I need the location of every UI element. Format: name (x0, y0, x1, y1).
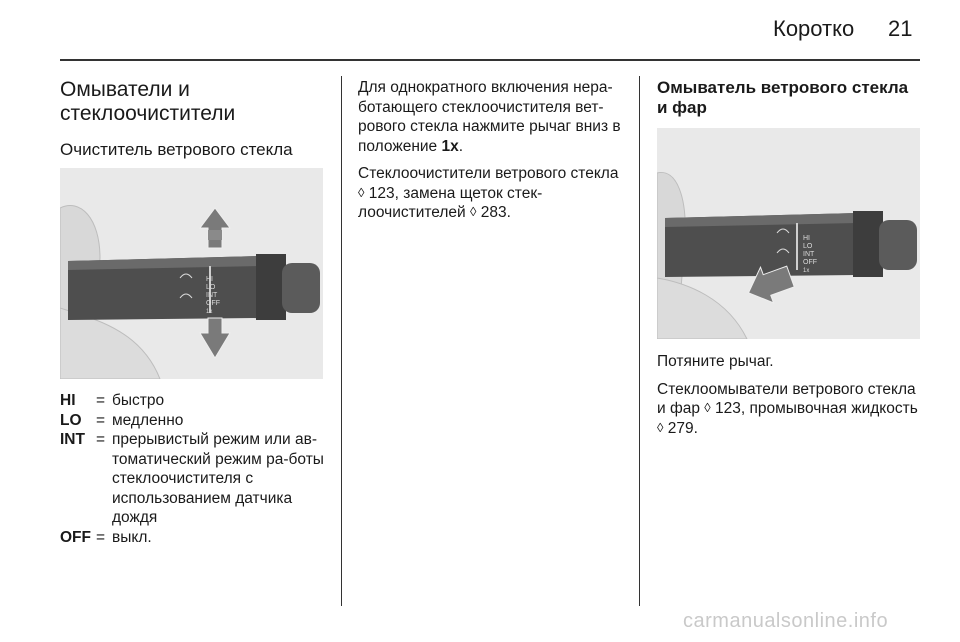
paragraph-washer-refs (657, 380, 920, 439)
paragraph-wiper-refs (358, 164, 628, 223)
stalk-label-off: OFF (803, 259, 817, 266)
definition-term: INT (60, 431, 85, 448)
section-title (60, 78, 326, 126)
paragraph-single-wipe (358, 78, 628, 156)
page-number: 21 (888, 16, 913, 41)
watermark: carmanualsonline.info (683, 610, 889, 632)
column-3 (657, 78, 920, 118)
definition-desc: быстро (112, 392, 165, 409)
stalk-label-1x: 1x (206, 309, 213, 315)
stalk-label-lo: LO (803, 243, 813, 250)
stalk-label-int: INT (206, 292, 218, 299)
definition-equals: = (96, 392, 106, 409)
paragraph-text: 279. (663, 419, 698, 437)
section-title-line1: Омыватели и (60, 78, 190, 101)
wiper-stalk-figure (60, 168, 323, 379)
stalk-label-off: OFF (206, 300, 220, 307)
paragraph-text: Стеклоомыватели ветрового стекла и фар (657, 380, 916, 417)
definition-row-lo (60, 411, 335, 431)
definition-term: LO (60, 411, 82, 429)
washer-stalk-figure (657, 128, 920, 339)
column-3-text (657, 352, 920, 446)
page-ref-icon: ◊ (704, 400, 711, 415)
stalk-label-hi: HI (803, 235, 810, 242)
header-rule (60, 59, 920, 61)
definition-equals: = (96, 528, 106, 546)
paragraph-text: Для однократного включения нера-ботающего стеклоочистителя вет-рового стекла нажмите рычаг вниз в положение (358, 79, 621, 155)
stalk-label-hi: HI (206, 276, 213, 283)
definition-row-hi (60, 391, 335, 411)
paragraph-text: 123, промывочная жидкость (710, 400, 918, 417)
definition-list (60, 391, 335, 547)
stalk-label-1x: 1x (803, 268, 810, 274)
stalk-label-lo: LO (206, 284, 216, 291)
column-divider-2 (639, 76, 640, 606)
stalk-label-int: INT (803, 251, 815, 258)
page-ref-icon: ◊ (358, 184, 365, 200)
section-title-washer: Омыватель ветрового стекла и фар (657, 78, 909, 117)
page-ref-icon: ◊ (470, 204, 477, 219)
definition-equals: = (96, 411, 106, 429)
section-title-line2: стеклоочистители (60, 102, 236, 125)
subsection-title: Очиститель ветрового стекла (60, 140, 293, 159)
definition-row-int (60, 430, 335, 528)
position-1x-label: 1x (441, 137, 459, 155)
definition-desc: выкл. (112, 528, 152, 546)
paragraph-text: Стеклоочистители ветрового стекла (358, 165, 619, 182)
column-1 (60, 78, 326, 160)
definition-desc: прерывистый режим или ав-томатический режим ра-боты стеклоочистителя с использованием датчика дождя (112, 431, 324, 526)
column-divider-1 (341, 76, 342, 606)
definition-term: HI (60, 392, 76, 409)
page-ref-icon: ◊ (657, 419, 664, 435)
column-2 (358, 78, 628, 231)
definition-equals: = (96, 431, 106, 448)
definition-row-off (60, 528, 335, 548)
paragraph-pull-lever: Потяните рычаг. (657, 353, 774, 370)
paragraph-text: 283. (476, 204, 511, 221)
running-header-title: Коротко (773, 16, 855, 41)
definition-desc: медленно (112, 411, 184, 429)
paragraph-text: 123, замена щеток стек-лоочистителей (358, 184, 543, 221)
paragraph-text: . (458, 137, 464, 155)
definition-term: OFF (60, 528, 91, 546)
